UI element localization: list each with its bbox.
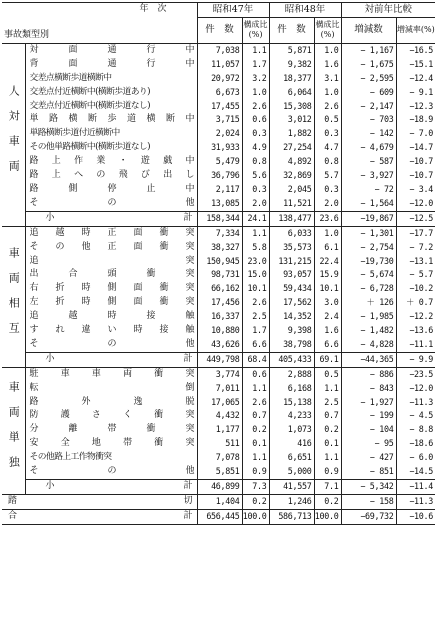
cell-c48: 1,882 [269,127,314,141]
cell-c48: 14,352 [269,310,314,324]
cell-r48: 0.3 [314,183,341,197]
cell-c48: 6,033 [269,226,314,240]
cell-diff: − 1,927 [341,396,396,410]
cell-rate: −23.5 [409,368,434,379]
table-row [2,324,435,338]
row-label: 防 護 さ く 衝 突 [25,409,197,423]
cell-r47: 10.1 [242,282,269,296]
cell-rate: −16.5 [409,44,434,55]
cell-c48: 9,398 [269,324,314,338]
cell-c48: 5,000 [269,465,314,479]
cell-r47: 24.1 [242,211,269,226]
row-label: その他路上工作物衝突 [25,451,197,465]
cell-diff: −19,730 [341,255,396,269]
cell-c47: 4,432 [197,409,242,423]
cell-rate: − 6.0 [409,452,434,463]
table-row [2,296,435,310]
cell-r48: 0.2 [314,423,341,437]
cell-diff: − 587 [341,155,396,169]
header-ratio-47: 構成比(%) [242,17,269,43]
cell-rate: −13.1 [409,255,434,266]
cell-rate: −12.0 [409,197,434,208]
crossing-row [2,494,435,509]
table-row [2,197,435,211]
header-year-label: 年 次 [2,3,197,18]
row-label: 単 路 横 断 歩 道 横 断 中 [25,113,197,127]
total-label: 合 計 [2,509,197,524]
table-body [2,43,435,524]
cell-diff: − 851 [341,465,396,479]
cell-rate: −12.2 [409,311,434,322]
row-label: 出 合 頭 衝 突 [25,268,197,282]
cell-c47: 66,162 [197,282,242,296]
cell-c47: 5,851 [197,465,242,479]
subtotal-label: 小 計 [25,352,197,367]
cell-c48: 32,869 [269,169,314,183]
header-change-rate: 増減率(%) [396,17,435,43]
row-label: 右 折 時 側 面 衝 突 [25,282,197,296]
cell-r48: 2.0 [314,197,341,211]
row-label: 安 全 地 帯 衝 突 [25,437,197,451]
cell-rate: − 7.0 [409,128,434,139]
table-row [2,437,435,451]
cell-c48: 4,892 [269,155,314,169]
row-label: 追 突 [25,255,197,269]
row-label: そ の 他 正 面 衝 突 [25,241,197,255]
cell-r48: 0.7 [314,409,341,423]
cell-c48: 4,233 [269,409,314,423]
cell-c48: 9,382 [269,58,314,72]
cell-rate: −12.4 [409,72,434,83]
accident-type-table [2,2,435,525]
cell-r47: 2.0 [242,197,269,211]
cell-c47: 20,972 [197,72,242,86]
cell-c48: 138,477 [269,211,314,226]
cell-r48: 6.1 [314,241,341,255]
cell-diff: − 4,828 [341,338,396,352]
cell-r47: 0.8 [242,155,269,169]
cell-c47: 449,798 [197,352,242,367]
cell-r47: 1.1 [242,43,269,57]
cell-r47: 1.1 [242,226,269,240]
cell-r48: 0.8 [314,155,341,169]
row-label: 単路横断歩道付近横断中 [25,127,197,141]
cell-c48: 5,871 [269,43,314,57]
table-row [2,382,435,396]
cell-r48: 1.1 [314,382,341,396]
cell-c47: 17,456 [197,296,242,310]
row-label: 路 上 へ の 飛 び 出 し [25,169,197,183]
header-count-48: 件 数 [269,17,314,43]
row-label: す れ 違 い 時 接 触 [25,324,197,338]
cell-rate: − 9.1 [409,86,434,97]
cell-diff: − 1,167 [341,43,396,57]
table-row [2,155,435,169]
cell-r48: 1.6 [314,324,341,338]
cell-rate: −11.4 [396,480,435,495]
cell-rate: − 7.2 [409,241,434,252]
cell-r48: 1.0 [314,86,341,100]
cell-diff: − 5,674 [341,268,396,282]
cell-c48: 11,521 [269,197,314,211]
subtotal-row [2,480,435,495]
cell-diff: −44,365 [341,352,396,367]
cell-r48: 15.9 [314,268,341,282]
cell-r48: 0.5 [314,113,341,127]
header-change: 増減数 [341,17,396,43]
table-row [2,141,435,155]
cell-r47: 7.3 [242,480,269,495]
cell-diff: − 72 [341,183,396,197]
table-row [2,282,435,296]
cell-c47: 7,011 [197,382,242,396]
table-row [2,367,435,381]
cell-rate: −11.3 [396,494,435,509]
cell-c48: 6,651 [269,451,314,465]
cell-c48: 6,168 [269,382,314,396]
cell-r48: 0.3 [314,127,341,141]
cell-diff: − 843 [341,382,396,396]
row-label: 交差点横断歩道横断中 [25,72,197,86]
cell-c48: 17,562 [269,296,314,310]
cell-rate: −14.7 [409,142,434,153]
cell-r48: 6.6 [314,338,341,352]
cell-c48: 1,073 [269,423,314,437]
cell-r48: 2.4 [314,310,341,324]
cell-c47: 11,057 [197,58,242,72]
table-row [2,451,435,465]
cell-r47: 1.7 [242,324,269,338]
cell-c47: 38,327 [197,241,242,255]
table-row [2,169,435,183]
table-row [2,396,435,410]
cell-diff: − 6,728 [341,282,396,296]
cell-c47: 7,078 [197,451,242,465]
cell-c47: 31,933 [197,141,242,155]
cell-r48: 100.0 [314,509,341,524]
cell-r47: 0.7 [242,409,269,423]
cell-rate: −10.7 [409,156,434,167]
cell-rate: −10.2 [409,283,434,294]
cell-c48: 41,557 [269,480,314,495]
cell-c48: 93,057 [269,268,314,282]
table-row [2,255,435,269]
row-label: そ の 他 [25,197,197,211]
row-label: そ の 他 [25,465,197,479]
cell-r48: 10.1 [314,282,341,296]
cell-r47: 2.6 [242,296,269,310]
row-label: その他単路横断中(横断歩道なし) [25,141,197,155]
cell-c48: 6,064 [269,86,314,100]
cell-diff: − 199 [341,409,396,423]
cell-rate: −12.0 [409,382,434,393]
row-label: 路 外 逸 脱 [25,396,197,410]
cell-c47: 16,337 [197,310,242,324]
row-label: 交差点付近横断中(横断歩道なし) [25,100,197,114]
cell-c48: 15,138 [269,396,314,410]
cell-r48: 1.0 [314,226,341,240]
cell-c47: 2,024 [197,127,242,141]
cell-c47: 656,445 [197,509,242,524]
cell-r47: 0.6 [242,367,269,381]
cell-r47: 15.0 [242,268,269,282]
cell-c47: 17,455 [197,100,242,114]
header-ratio-48: 構成比(%) [314,17,341,43]
cell-diff: − 1,301 [341,226,396,240]
cell-c47: 17,065 [197,396,242,410]
row-label: 交差点付近横断中(横断歩道あり) [25,86,197,100]
cell-r48: 0.9 [314,465,341,479]
cell-rate: −18.9 [409,114,434,125]
cell-rate: −17.7 [409,227,434,238]
header-s48: 昭和48年 [269,3,341,18]
cell-rate: − 3.4 [409,183,434,194]
cell-r47: 68.4 [242,352,269,367]
cell-c48: 2,888 [269,367,314,381]
cell-rate: − 5.7 [409,269,434,280]
cell-c47: 6,673 [197,86,242,100]
table-row [2,338,435,352]
cell-rate: −13.6 [409,325,434,336]
cell-rate: ＋ 0.7 [405,297,434,308]
cell-diff: − 703 [341,113,396,127]
cell-rate: − 8.8 [409,424,434,435]
cell-r47: 4.9 [242,141,269,155]
cell-r47: 1.1 [242,382,269,396]
cell-diff: − 158 [341,494,396,509]
table-row [2,43,435,57]
cell-r47: 0.6 [242,113,269,127]
cell-diff: −69,732 [341,509,396,524]
table-row [2,423,435,437]
cell-c47: 3,715 [197,113,242,127]
cell-r47: 1.1 [242,451,269,465]
cell-c47: 158,344 [197,211,242,226]
cell-r48: 1.0 [314,43,341,57]
cell-c48: 131,215 [269,255,314,269]
cell-diff: − 142 [341,127,396,141]
table-row [2,226,435,240]
cell-rate: −18.6 [409,438,434,449]
cell-diff: − 3,927 [341,169,396,183]
table-row [2,310,435,324]
cell-r48: 0.5 [314,367,341,381]
cell-c48: 586,713 [269,509,314,524]
cell-r47: 3.2 [242,72,269,86]
row-label: 路 側 停 止 中 [25,183,197,197]
cell-c48: 38,798 [269,338,314,352]
cell-c47: 511 [197,437,242,451]
table-row [2,465,435,479]
row-label: 対 面 通 行 中 [25,43,197,57]
cell-c47: 7,334 [197,226,242,240]
cell-c47: 10,880 [197,324,242,338]
cell-rate: −12.5 [396,211,435,226]
cell-diff: − 1,482 [341,324,396,338]
cell-c47: 98,731 [197,268,242,282]
cell-r47: 23.0 [242,255,269,269]
cell-r47: 6.6 [242,338,269,352]
cell-rate: −15.1 [409,58,434,69]
cell-r48: 2.6 [314,100,341,114]
cell-diff: ＋ 126 [341,296,396,310]
cell-c48: 3,012 [269,113,314,127]
cell-diff: −19,867 [341,211,396,226]
row-label: 左 折 時 側 面 衝 突 [25,296,197,310]
row-label: 転 倒 [25,382,197,396]
header-row-label: 事故類型別 [2,17,197,43]
cell-r48: 1.1 [314,451,341,465]
cell-r48: 4.7 [314,141,341,155]
cell-rate: −11.1 [409,338,434,349]
table-row [2,86,435,100]
cell-c48: 1,246 [269,494,314,509]
cell-r48: 23.6 [314,211,341,226]
cell-diff: − 427 [341,451,396,465]
table-row [2,183,435,197]
cell-r48: 0.1 [314,437,341,451]
cell-r48: 3.1 [314,72,341,86]
cell-c47: 13,085 [197,197,242,211]
table-row [2,72,435,86]
cell-diff: − 95 [341,437,396,451]
table-row [2,241,435,255]
cell-rate: − 4.5 [409,410,434,421]
cell-r47: 5.6 [242,169,269,183]
cell-r48: 5.7 [314,169,341,183]
cell-diff: − 2,754 [341,241,396,255]
subtotal-label: 小 計 [25,211,197,226]
cell-diff: − 1,675 [341,58,396,72]
cell-r47: 0.9 [242,465,269,479]
table-row [2,113,435,127]
cell-diff: − 2,595 [341,72,396,86]
cell-r47: 5.8 [242,241,269,255]
cell-r47: 0.3 [242,183,269,197]
cell-rate: −10.6 [396,509,435,524]
cell-c47: 46,899 [197,480,242,495]
row-label: 背 面 通 行 中 [25,58,197,72]
cell-diff: − 1,985 [341,310,396,324]
cell-diff: − 4,679 [341,141,396,155]
cell-c47: 5,479 [197,155,242,169]
cell-rate: −14.5 [409,466,434,477]
cell-c47: 3,774 [197,367,242,381]
cell-r48: 3.0 [314,296,341,310]
cell-rate: −12.3 [409,100,434,111]
table-row [2,409,435,423]
row-label: 追 越 時 接 触 [25,310,197,324]
header-compare: 対前年比較 [341,3,435,18]
cell-c47: 150,945 [197,255,242,269]
cell-r48: 7.1 [314,480,341,495]
cell-r47: 0.3 [242,127,269,141]
cell-r48: 22.4 [314,255,341,269]
cell-r47: 1.0 [242,86,269,100]
cell-rate: −10.7 [409,170,434,181]
subtotal-label: 小 計 [25,480,197,495]
cell-c47: 1,404 [197,494,242,509]
subtotal-row [2,352,435,367]
table-row [2,100,435,114]
category-label: 車両単独 [2,367,25,494]
cell-c48: 416 [269,437,314,451]
table-row [2,127,435,141]
cell-diff: − 609 [341,86,396,100]
cell-diff: − 2,147 [341,100,396,114]
header-count-47: 件 数 [197,17,242,43]
category-label: 人対車両 [2,43,25,226]
cell-c47: 36,796 [197,169,242,183]
row-label: 路 上 作 業 ・ 遊 戯 中 [25,155,197,169]
cell-c47: 1,177 [197,423,242,437]
cell-c48: 59,434 [269,282,314,296]
cell-c48: 15,308 [269,100,314,114]
cell-diff: − 104 [341,423,396,437]
cell-c47: 7,038 [197,43,242,57]
cell-c48: 35,573 [269,241,314,255]
cell-r48: 0.2 [314,494,341,509]
cell-r47: 2.6 [242,100,269,114]
cell-r47: 1.7 [242,58,269,72]
cell-r47: 0.2 [242,494,269,509]
cell-r47: 0.2 [242,423,269,437]
row-label: そ の 他 [25,338,197,352]
cell-c48: 2,045 [269,183,314,197]
cell-r47: 2.5 [242,310,269,324]
cell-r47: 0.1 [242,437,269,451]
cell-rate: −11.3 [409,396,434,407]
cell-diff: − 1,564 [341,197,396,211]
cell-r47: 2.6 [242,396,269,410]
cell-r48: 2.5 [314,396,341,410]
row-label: 追 越 時 正 面 衝 突 [25,226,197,240]
table-row [2,58,435,72]
cell-r47: 100.0 [242,509,269,524]
category-label: 車両相互 [2,226,25,367]
crossing-label: 踏 切 [2,494,197,509]
cell-c48: 27,254 [269,141,314,155]
subtotal-row [2,211,435,226]
row-label: 駐 車 車 両 衝 突 [25,367,197,381]
header-s47: 昭和47年 [197,3,269,18]
cell-rate: − 9.9 [396,352,435,367]
cell-c47: 2,117 [197,183,242,197]
total-row [2,509,435,524]
cell-c48: 18,377 [269,72,314,86]
cell-c47: 43,626 [197,338,242,352]
table-row [2,268,435,282]
cell-r48: 69.1 [314,352,341,367]
cell-c48: 405,433 [269,352,314,367]
row-label: 分 離 帯 衝 突 [25,423,197,437]
cell-diff: − 5,342 [341,480,396,495]
cell-diff: − 886 [341,367,396,381]
cell-r48: 1.6 [314,58,341,72]
